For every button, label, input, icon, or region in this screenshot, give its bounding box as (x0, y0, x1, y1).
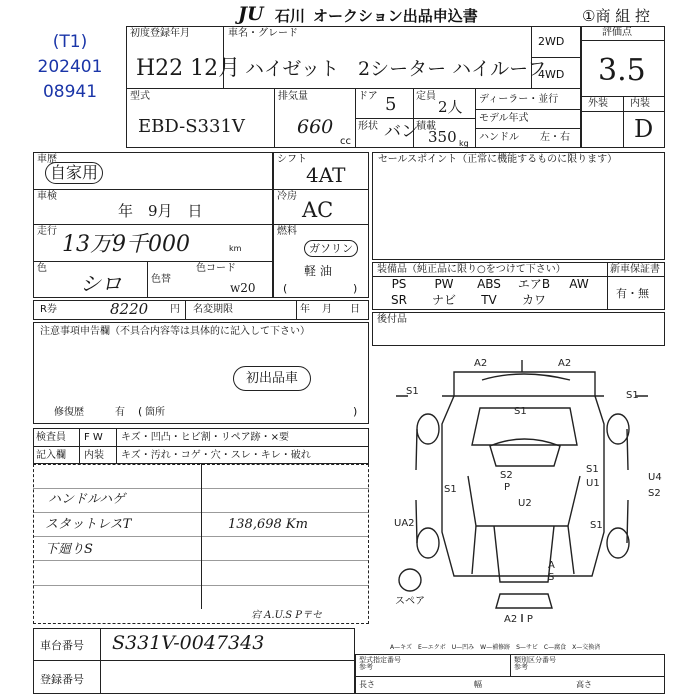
model-label: 型式 (130, 91, 150, 102)
equipment-item: エアB (517, 277, 551, 291)
fuel-gasoline: ガソリン (304, 240, 358, 257)
copy-marker: ①商 組 控 (582, 7, 650, 25)
2wd-label: 2WD (538, 35, 565, 48)
doors-value: 5 (385, 94, 397, 115)
history-label: 車歴 (37, 154, 57, 165)
interior-grade: D (634, 115, 654, 143)
mark-ua2: UA2 (394, 518, 415, 529)
mark-s1-d: S1 (444, 484, 457, 495)
vehicle-damage-diagram (372, 350, 672, 630)
svg-text:S: S (548, 572, 555, 583)
car-name-label: 車名・グレード (228, 28, 298, 39)
inspector-label: 検査員 (36, 432, 66, 443)
km-unit: km (229, 244, 242, 253)
equipment-item: PS (391, 277, 407, 291)
capacity-value: 2人 (438, 98, 463, 116)
mark-s1-c: S1 (514, 406, 527, 417)
mark-s1-u1: S1 (586, 464, 599, 475)
displacement-value: 660 (297, 116, 334, 138)
mark-s1-a: S1 (406, 386, 419, 397)
equipment-grid (377, 278, 605, 308)
cooler-value: AC (302, 198, 334, 222)
organization-name: 石川 (275, 7, 306, 25)
note-line-3: 下廻りS (45, 542, 93, 557)
exterior-label: 外装 (588, 98, 608, 109)
steering-options: 左・右 (540, 132, 570, 143)
equipment-item: TV (481, 293, 497, 307)
equipment-label: 装備品（純正品に限り○をつけて下さい） (377, 264, 566, 275)
inspection-value: 年 9月 日 (118, 202, 203, 220)
svg-text:P: P (504, 482, 511, 493)
history-value: 自家用 (45, 162, 103, 184)
shift-value: 4AT (306, 163, 346, 187)
repair-value: 有 (115, 407, 125, 418)
import-label: ディーラー・並行 (479, 94, 559, 105)
mark-u4: U4 (648, 472, 662, 483)
mark-u2: U2 (518, 498, 532, 509)
recycle-label: R券 (40, 304, 57, 315)
name-change-day: 日 (350, 304, 360, 315)
color-code-value: w20 (230, 281, 256, 295)
registration-label: 登録番号 (40, 673, 84, 686)
width-label: 幅 (474, 680, 482, 689)
name-change-month: 月 (322, 304, 332, 315)
displacement-label: 排気量 (278, 91, 308, 102)
mark-s1-low: S1 (590, 520, 603, 531)
equipment-item: ABS (477, 277, 501, 291)
score-label: 評価点 (602, 27, 632, 38)
entry-label: 記入欄 (36, 450, 66, 461)
auction-stamp (30, 30, 110, 105)
recycle-value: 8220 (110, 300, 149, 318)
note-line-2: スタットレスT (45, 517, 132, 532)
shape-label: 形状 (358, 121, 378, 132)
form-title: オークション出品申込書 (313, 7, 478, 25)
name-change-label: 名変期限 (193, 304, 233, 315)
fuel-diesel: 軽 油 (304, 264, 332, 278)
stamp-line-3: 08941 (42, 82, 98, 102)
equipment-item: AW (569, 277, 589, 291)
interior-row-label: 内装 (84, 450, 104, 461)
equipment-item: ナビ (431, 293, 456, 307)
color-code-label: 色コード (196, 263, 236, 274)
mark-s1-b: S1 (626, 390, 639, 401)
first-reg-label: 初度登録年月 (130, 28, 190, 39)
steering-label: ハンドル (479, 132, 519, 143)
damage-legend: A—キズ E—エクボ U—凹み W—補修跡 S—サビ C—腐食 X—交換済 (390, 644, 601, 651)
shift-label: シフト (277, 154, 307, 165)
first-listing-badge: 初出品車 (233, 366, 311, 391)
mark-top-right: A2 (558, 358, 572, 369)
ju-logo: JU (238, 3, 264, 25)
height-label: 高さ (576, 680, 592, 689)
fw-label: F W (84, 432, 103, 443)
repair-label: 修復歴 (54, 407, 84, 418)
load-value: 350 (428, 128, 457, 146)
color-value: シロ (80, 272, 122, 296)
equipment-item: SR (391, 293, 407, 307)
interior-items: キズ・汚れ・コゲ・穴・スレ・キレ・破れ (121, 450, 311, 461)
svg-text:U1: U1 (586, 478, 600, 489)
shape-value: バン (384, 122, 418, 142)
stamp-line-2: 202401 (37, 57, 103, 77)
mileage-label: 走行 (37, 226, 57, 237)
doors-label: ドア (358, 91, 378, 102)
repair-place-label: 箇所 (145, 407, 165, 418)
cc-unit: cc (340, 136, 351, 147)
selling-points-box (372, 152, 665, 260)
equipment-item: PW (434, 277, 454, 291)
chassis-value: S331V-0047343 (112, 632, 265, 654)
4wd-label: 4WD (538, 68, 565, 81)
note-line-1: ハンドルハゲ (48, 492, 126, 507)
mark-s2-p: S2 (500, 470, 513, 481)
model-value: EBD-S331V (138, 116, 245, 137)
class-code-label: 類別区分番号 参考 (514, 656, 556, 671)
notes-label: 注意事項申告欄（不具合内容等は具体的に記入して下さい） (40, 326, 310, 337)
name-change-year: 年 (300, 304, 310, 315)
warranty-options: 有・無 (616, 287, 649, 300)
cooler-label: 冷房 (277, 191, 297, 202)
chassis-label: 車台番号 (40, 639, 84, 652)
model-year-label: モデル年式 (479, 113, 529, 124)
stamp-line-1: (T1) (52, 32, 88, 52)
load-label: 積載 (416, 121, 436, 132)
equipment-item: カワ (521, 293, 546, 307)
mark-bottom: A2 : P (504, 614, 533, 625)
type-code-label: 型式指定番号 参考 (359, 656, 401, 671)
color-label: 色 (37, 263, 47, 274)
odometer-note: 138,698 Km (228, 517, 308, 532)
inspection-label: 車検 (37, 191, 57, 202)
mileage-value: 13万9千000 (62, 232, 190, 257)
interior-label: 内装 (630, 98, 650, 109)
score-value: 3.5 (598, 53, 646, 88)
fuel-label: 燃料 (277, 226, 297, 237)
diagram-footnote: 宕 A.U.S P〒セ (251, 610, 323, 621)
mark-top-left: A2 (474, 358, 488, 369)
mark-s2-right: S2 (648, 488, 661, 499)
selling-points-label: セールスポイント（正常に機能するものに限ります） (378, 154, 618, 165)
capacity-label: 定員 (416, 91, 436, 102)
mark-a-s: A (548, 560, 555, 571)
postfit-label: 後付品 (377, 314, 407, 325)
fw-items: キズ・凹凸・ヒビ割・リペア跡・×要 (121, 432, 289, 443)
postfit-box (372, 312, 665, 346)
first-reg-value: H22 12月 (136, 56, 241, 81)
yen-unit: 円 (170, 304, 180, 315)
kg-unit: kg (459, 139, 469, 148)
car-name-value: ハイゼット 2シーター ハイルーフ (245, 58, 547, 80)
color-change-label: 色替 (151, 274, 171, 285)
length-label: 長さ (359, 680, 375, 689)
warranty-label: 新車保証書 (610, 264, 660, 275)
spare-label: スペア (395, 596, 425, 607)
